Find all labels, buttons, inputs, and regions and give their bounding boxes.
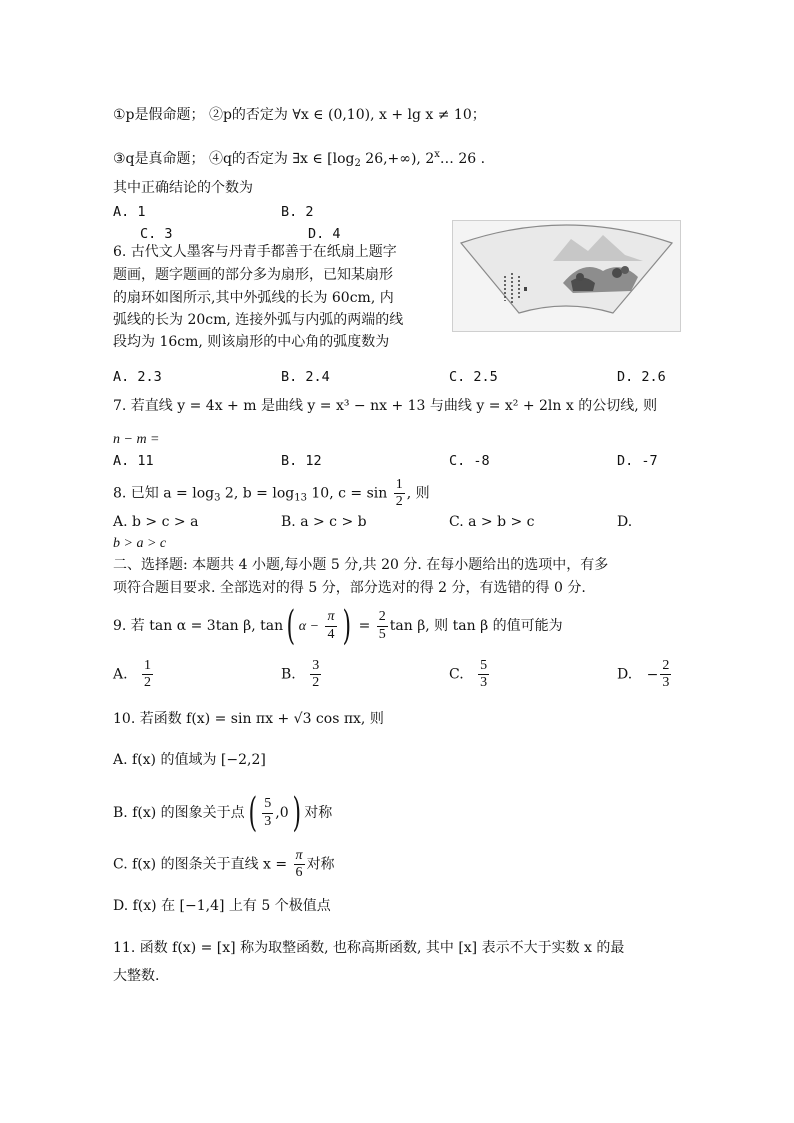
q6-option-d[interactable]: D. 2.6 (617, 369, 666, 385)
q9-stem: 9. 若 tan α = 3tan β, tan( α − $\frac{\pi}{4}$ ) = $\frac{2}{5}$ tan β, 则 tan β 的值可能为 (113, 603, 563, 649)
q5-statement-line2 (113, 149, 485, 170)
q6-option-a[interactable]: A. 2.3 (113, 369, 162, 385)
q10-option-a[interactable]: A. f(x) 的值域为 [−2,2] (113, 752, 266, 768)
q6-text-line4: 弧线的长为 20cm, 连接外弧与内弧的两端的线 (113, 312, 404, 328)
q6-text-line5: 段均为 16cm, 则该扇形的中心角的弧度数为 (113, 334, 390, 350)
q5-statement-line1 (113, 107, 486, 124)
q8-option-c[interactable]: C. a > b > c (449, 514, 535, 530)
q7-option-d[interactable]: D. -7 (617, 453, 658, 469)
q7-stem: 7. 若直线 y = 4x + m 是曲线 y = x³ − nx + 13 与曲线 y = x² + 2ln x 的公切线, 则 (113, 398, 658, 414)
fan-painting-image (452, 220, 681, 332)
q5-q-negation: ④q的否定为 ∃x ∈ [$\log_2$ 26,+∞), 2$^x$… 26 . (208, 149, 486, 169)
fan-painting-illustration (453, 221, 680, 331)
q10-stem: 10. 若函数 f(x) = sin πx + √3 cos πx, 则 (113, 711, 384, 727)
q6-option-c[interactable]: C. 2.5 (449, 369, 498, 385)
q9-option-c[interactable]: C. $\frac{5}{3}$ (449, 658, 488, 691)
q5-prompt: 其中正确结论的个数为 (113, 180, 253, 196)
q5-option-d[interactable]: D. 4 (308, 226, 341, 242)
q8-stem: 8. 已知 $a = \log_3 2$, $b = \log_{13} 10$, c = sin $\frac{1}{2}$ , 则 (113, 477, 430, 510)
q8-option-d[interactable]: D. (617, 514, 633, 530)
q5-p-negation: ②p的否定为 ∀x ∈ (0,10), x + lg x ≠ 10； (208, 107, 486, 123)
q5-option-b[interactable]: B. 2 (281, 204, 314, 220)
q7-option-c[interactable]: C. -8 (449, 453, 490, 469)
q6-text-line1: 6. 古代文人墨客与丹青手都善于在纸扇上题字 (113, 244, 397, 260)
q8-option-d-text: b > a > c (113, 536, 167, 551)
q10-option-c[interactable]: C. f(x) 的图条关于直线 x = $\frac{\pi}{6}$ 对称 (113, 848, 335, 881)
q6-text-line3: 的扇环如图所示,其中外弧线的长为 60cm, 内 (113, 290, 394, 306)
q7-option-a[interactable]: A. 11 (113, 453, 154, 469)
q6-text-line2: 题画，题字题画的部分多为扇形，已知某扇形 (113, 267, 393, 283)
q5-q-true: ③q是真命题； (113, 151, 205, 167)
q9-option-b[interactable]: B. $\frac{3}{2}$ (281, 658, 320, 691)
q6-option-b[interactable]: B. 2.4 (281, 369, 330, 385)
q8-fraction: $\frac{1}{2}$ (395, 477, 403, 510)
q5-p-false: ①p是假命题； (113, 107, 205, 123)
q5-option-a[interactable]: A. 1 (113, 204, 146, 220)
q7-stem-cont: n − m = (113, 432, 160, 447)
q11-stem-line2: 大整数. (113, 968, 160, 984)
q10-option-b[interactable]: B. f(x) 的图象关于点( $\frac{5}{3}$ ,0) 对称 (113, 790, 333, 836)
section2-heading-line1: 二、选择题: 本题共 4 小题,每小题 5 分,共 20 分. 在每小题给出的选项中，有多 (113, 557, 609, 573)
q9-option-a[interactable]: A. $\frac{1}{2}$ (113, 658, 152, 691)
q8-option-b[interactable]: B. a > c > b (281, 514, 367, 530)
section2-heading-line2: 项符合题目要求. 全部选对的得 5 分，部分选对的得 2 分，有选错的得 0 分. (113, 580, 586, 596)
q5-option-c[interactable]: C. 3 (140, 226, 173, 242)
q10-option-d[interactable]: D. f(x) 在 [−1,4] 上有 5 个极值点 (113, 898, 331, 914)
q8-option-a[interactable]: A. b > c > a (113, 514, 199, 530)
q7-option-b[interactable]: B. 12 (281, 453, 322, 469)
q9-option-d[interactable]: D. − $\frac{2}{3}$ (617, 658, 670, 691)
q11-stem-line1: 11. 函数 f(x) = [x] 称为取整函数, 也称高斯函数, 其中 [x] 表示不大于实数 x 的最 (113, 940, 625, 956)
